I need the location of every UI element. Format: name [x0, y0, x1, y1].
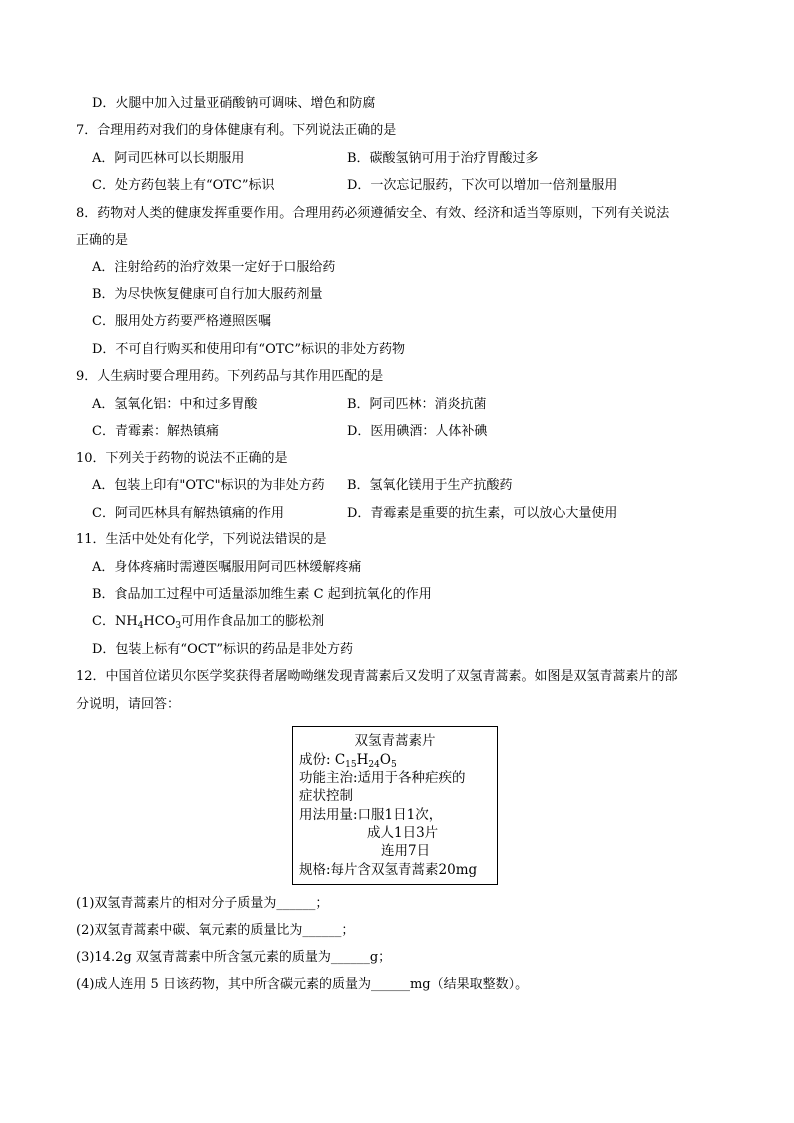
q11-option-c-subscript-4: 4 — [137, 621, 144, 631]
composition-o: O — [379, 752, 391, 768]
q10-option-b: B．氢氧化镁用于生产抗酸药 — [347, 478, 513, 493]
drug-label-title: 双氢青蒿素片 — [354, 733, 436, 749]
q9-option-c: C．青霉素：解热镇痛 — [92, 424, 219, 439]
q8-option-c: C．服用处方药要严格遵照医嘱 — [92, 314, 271, 329]
q12-stem-line2: 分说明，请回答： — [76, 697, 181, 712]
drug-label-box — [292, 726, 498, 885]
q11-option-b: B．食品加工过程中可适量添加维生素 C 起到抗氧化的作用 — [92, 587, 432, 602]
drug-label-usage-line3: 连用7日 — [381, 843, 431, 859]
q9-stem: 9．人生病时要合理用药。下列药品与其作用匹配的是 — [76, 369, 384, 384]
composition-subscript-15: 15 — [345, 760, 357, 770]
q7-option-d: D．一次忘记服药，下次可以增加一倍剂量服用 — [347, 178, 618, 193]
q7-option-a: A．阿司匹林可以长期服用 — [92, 151, 245, 166]
q11-option-d: D．包装上标有“OCT”标识的药品是非处方药 — [92, 642, 353, 657]
drug-label-function-line1: 功能主治:适用于各种疟疾的 — [299, 770, 466, 786]
composition-prefix: 成份: C — [299, 752, 346, 768]
q11-option-c-hco: HCO — [143, 614, 176, 629]
q8-option-d: D．不可自行购买和使用印有“OTC”标识的非处方药物 — [92, 342, 405, 357]
q8-option-b: B．为尽快恢复健康可自行加大服药剂量 — [92, 287, 323, 302]
q10-option-a: A．包装上印有"OTC"标识的为非处方药 — [92, 478, 325, 493]
q9-option-b: B．阿司匹林：消炎抗菌 — [347, 397, 487, 412]
composition-h: H — [356, 752, 369, 768]
q11-option-c-subscript-3: 3 — [175, 621, 182, 631]
q7-stem: 7．合理用药对我们的身体健康有利。下列说法正确的是 — [76, 123, 397, 138]
drug-label-usage-line2: 成人1日3片 — [367, 825, 439, 841]
q7-option-c: C．处方药包装上有“OTC”标识 — [92, 178, 275, 193]
q12-sub-question-3: (3)14.2g 双氢青蒿素中所含氢元素的质量为______g； — [76, 950, 392, 965]
q7-option-b: B．碳酸氢钠可用于治疗胃酸过多 — [347, 151, 539, 166]
q11-option-c — [92, 613, 324, 635]
q11-option-a: A．身体疼痛时需遵医嘱服用阿司匹林缓解疼痛 — [92, 560, 362, 575]
q8-option-a: A．注射给药的治疗效果一定好于口服给药 — [92, 260, 336, 275]
q8-stem-line1: 8．药物对人类的健康发挥重要作用。合理用药必须遵循安全、有效、经济和适当等原则，下列有关说法 — [76, 206, 670, 221]
composition-subscript-5: 5 — [390, 760, 397, 770]
q9-option-a: A．氢氧化铝：中和过多胃酸 — [92, 397, 258, 412]
q12-sub-question-4: (4)成人连用 5 日该药物，其中所含碳元素的质量为______mg（结果取整数）。 — [76, 977, 529, 992]
q11-stem: 11．生活中处处有化学，下列说法错误的是 — [76, 532, 327, 547]
q12-sub-question-2: (2)双氢青蒿素中碳、氧元素的质量比为______； — [76, 923, 355, 938]
q11-option-c-text: 可用作食品加工的膨松剂 — [181, 614, 325, 629]
drug-label-spec: 规格:每片含双氢青蒿素20mg — [299, 862, 478, 878]
composition-subscript-24: 24 — [368, 760, 380, 770]
q10-option-c: C．阿司匹林具有解热镇痛的作用 — [92, 506, 284, 521]
q6-option-d: D．火腿中加入过量亚硝酸钠可调味、增色和防腐 — [92, 96, 376, 111]
drug-label-function-line2: 症状控制 — [299, 788, 353, 804]
q11-option-c-prefix: C．NH — [92, 614, 138, 629]
q12-sub-question-1: (1)双氢青蒿素片的相对分子质量为______； — [76, 896, 329, 911]
drug-label-usage-line1: 用法用量:口服1日1次， — [299, 807, 443, 823]
q9-option-d: D．医用碘酒：人体补碘 — [347, 424, 488, 439]
q10-stem: 10．下列关于药物的说法不正确的是 — [76, 451, 288, 466]
q8-stem-line2: 正确的是 — [76, 233, 129, 248]
q12-stem-line1: 12．中国首位诺贝尔医学奖获得者屠呦呦继发现青蒿素后又发明了双氢青蒿素。如图是双氢青蒿素片的部 — [76, 669, 678, 684]
q10-option-d: D．青霉素是重要的抗生素，可以放心大量使用 — [347, 506, 618, 521]
